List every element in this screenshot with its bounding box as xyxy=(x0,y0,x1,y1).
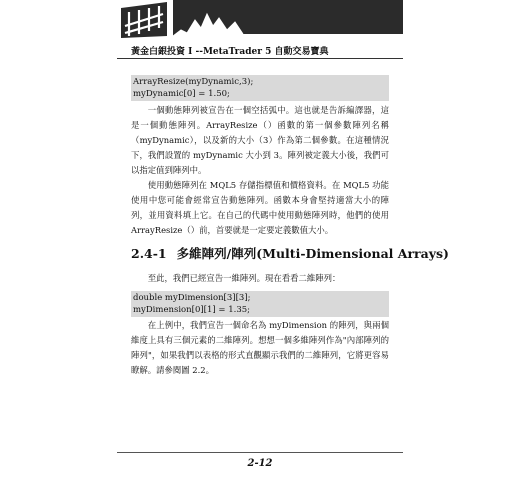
section-heading xyxy=(131,244,449,262)
code-line: double myDimension[3][3]; xyxy=(133,293,251,303)
page-number: 2-12 xyxy=(247,458,273,469)
body-paragraph: 至此，我們已經宣告一維陣列。現在看看二維陣列： xyxy=(147,273,341,283)
footer-divider xyxy=(117,452,403,453)
code-line: myDimension[0][1] = 1.35; xyxy=(133,305,251,315)
section-title-text: 多維陣列/陣列(Multi-Dimensional Arrays) xyxy=(176,246,449,261)
code-block xyxy=(131,291,389,317)
code-block xyxy=(131,75,389,101)
header-divider xyxy=(117,58,403,59)
book-title: 黃金白銀投資 I --MetaTrader 5 自動交易寶典 xyxy=(131,47,329,57)
body-paragraph: 使用動態陣列在 MQL5 存儲指標值和價格資料。在 MQL5 功能使用中您可能會經常宣告動態陣列。函數本身會堅持適當大小的陣列，並用資料填上它。在自己的代碼中使用動態陣列時，他們的使用 ArrayResize（）前，首要就是一定要定義數值大小。 xyxy=(131,180,389,235)
body-paragraph: 在上例中，我們宣告一個命名為 myDimension 的陣列，與兩個維度上具有三個元素的二維陣列。想想一個多維陣列作為"內部陣列的陣列"，如果我們以表格的形式直觀顯示我們的二維陣列，它將更容易瞭解。請參閱圖 2.2。 xyxy=(131,320,389,375)
code-line: ArrayResize(myDynamic,3); xyxy=(133,77,254,87)
page-header xyxy=(117,0,403,67)
section-number: 2.4-1 xyxy=(131,246,167,261)
body-paragraph: 一個動態陣列被宣告在一個空括弧中。這也就是告訴編譯器，這是一個動態陣列。ArrayResize（）函數的第一個參數陣列名稱（myDynamic），以及新的大小（3）作為第二個參數。在這種情況下，我們設置的 myDynamic 大小到 3。陣列被定義大小後，我們可以指定值到陣列中。 xyxy=(131,105,389,175)
chart-skyline-logo xyxy=(117,0,403,44)
code-line: myDynamic[0] = 1.50; xyxy=(133,89,230,99)
